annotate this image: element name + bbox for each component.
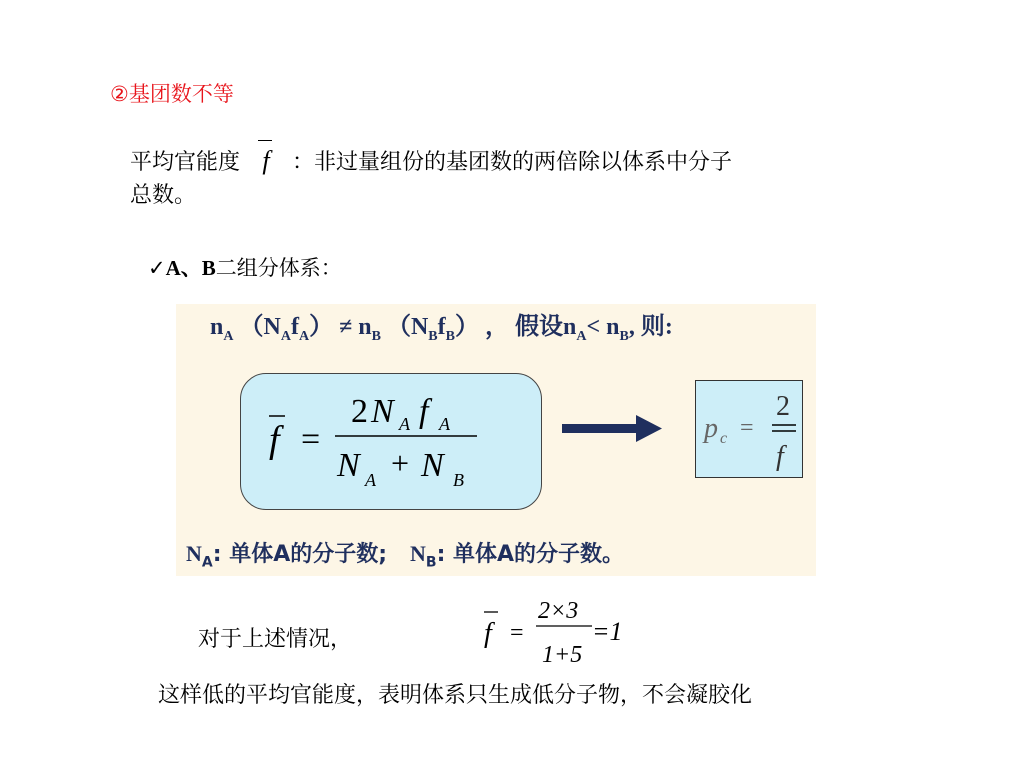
- check-mark-icon: ✓: [148, 256, 166, 280]
- svg-text:N: N: [421, 447, 444, 484]
- case-label: 对于上述情况，: [198, 627, 353, 652]
- svg-text:B: B: [453, 470, 464, 490]
- section-heading: ②基团数不等: [110, 82, 234, 106]
- svg-text:N: N: [371, 393, 394, 430]
- svg-text:=: =: [510, 620, 524, 646]
- gel-point-formula: [696, 381, 802, 477]
- svg-text:A: A: [439, 414, 450, 434]
- svg-text:=: =: [740, 415, 754, 441]
- svg-text:2×3: 2×3: [538, 598, 579, 624]
- svg-text:2: 2: [351, 393, 368, 430]
- svg-text:=1: =1: [592, 617, 623, 646]
- definition-term: 平均官能度: [130, 150, 241, 175]
- check-label-rest: 二组分体系：: [215, 256, 342, 280]
- svg-text:A: A: [399, 414, 410, 434]
- not-equal-sign: ≠: [339, 314, 353, 340]
- check-item: [148, 252, 342, 282]
- svg-text:f: f: [419, 393, 429, 430]
- f-bar-symbol: f: [240, 144, 292, 177]
- check-label-bold: A、B: [165, 256, 216, 280]
- right-arrow-icon: [562, 413, 666, 447]
- definition-paragraph: [130, 144, 920, 212]
- panel-condition-line: $n_A$ $(N_Af_A) \ne n_B$ $(N_Bf_B)$ ， 假设$n_A< n_B$, 则:: [210, 314, 673, 344]
- svg-text:f: f: [269, 419, 280, 461]
- svg-text:p: p: [704, 413, 718, 444]
- gel-point-formula-box: [695, 380, 803, 478]
- svg-text:f: f: [484, 618, 492, 649]
- conclusion-text: 这样低的平均官能度，表明体系只生成低分子物，不会凝胶化: [158, 683, 753, 708]
- definition-text-1: ：非过量组份的基团数的两倍除以体系中分子: [292, 150, 733, 175]
- svg-text:N: N: [337, 447, 360, 484]
- svg-text:c: c: [720, 430, 728, 447]
- svg-text:1+5: 1+5: [542, 642, 583, 668]
- svg-text:+: +: [391, 445, 410, 481]
- svg-text:f: f: [776, 441, 784, 472]
- panel-legend-line: $N_A$: 单体A的分子数; $N_B$: 单体A的分子数。: [186, 541, 625, 571]
- average-functionality-formula: [241, 374, 541, 509]
- definition-text-2: 总数。: [130, 183, 197, 208]
- svg-text:2: 2: [776, 391, 790, 422]
- average-functionality-formula-box: [240, 373, 542, 510]
- svg-text:A: A: [365, 470, 376, 490]
- svg-text:=: =: [301, 421, 321, 458]
- case-formula: [478, 592, 648, 672]
